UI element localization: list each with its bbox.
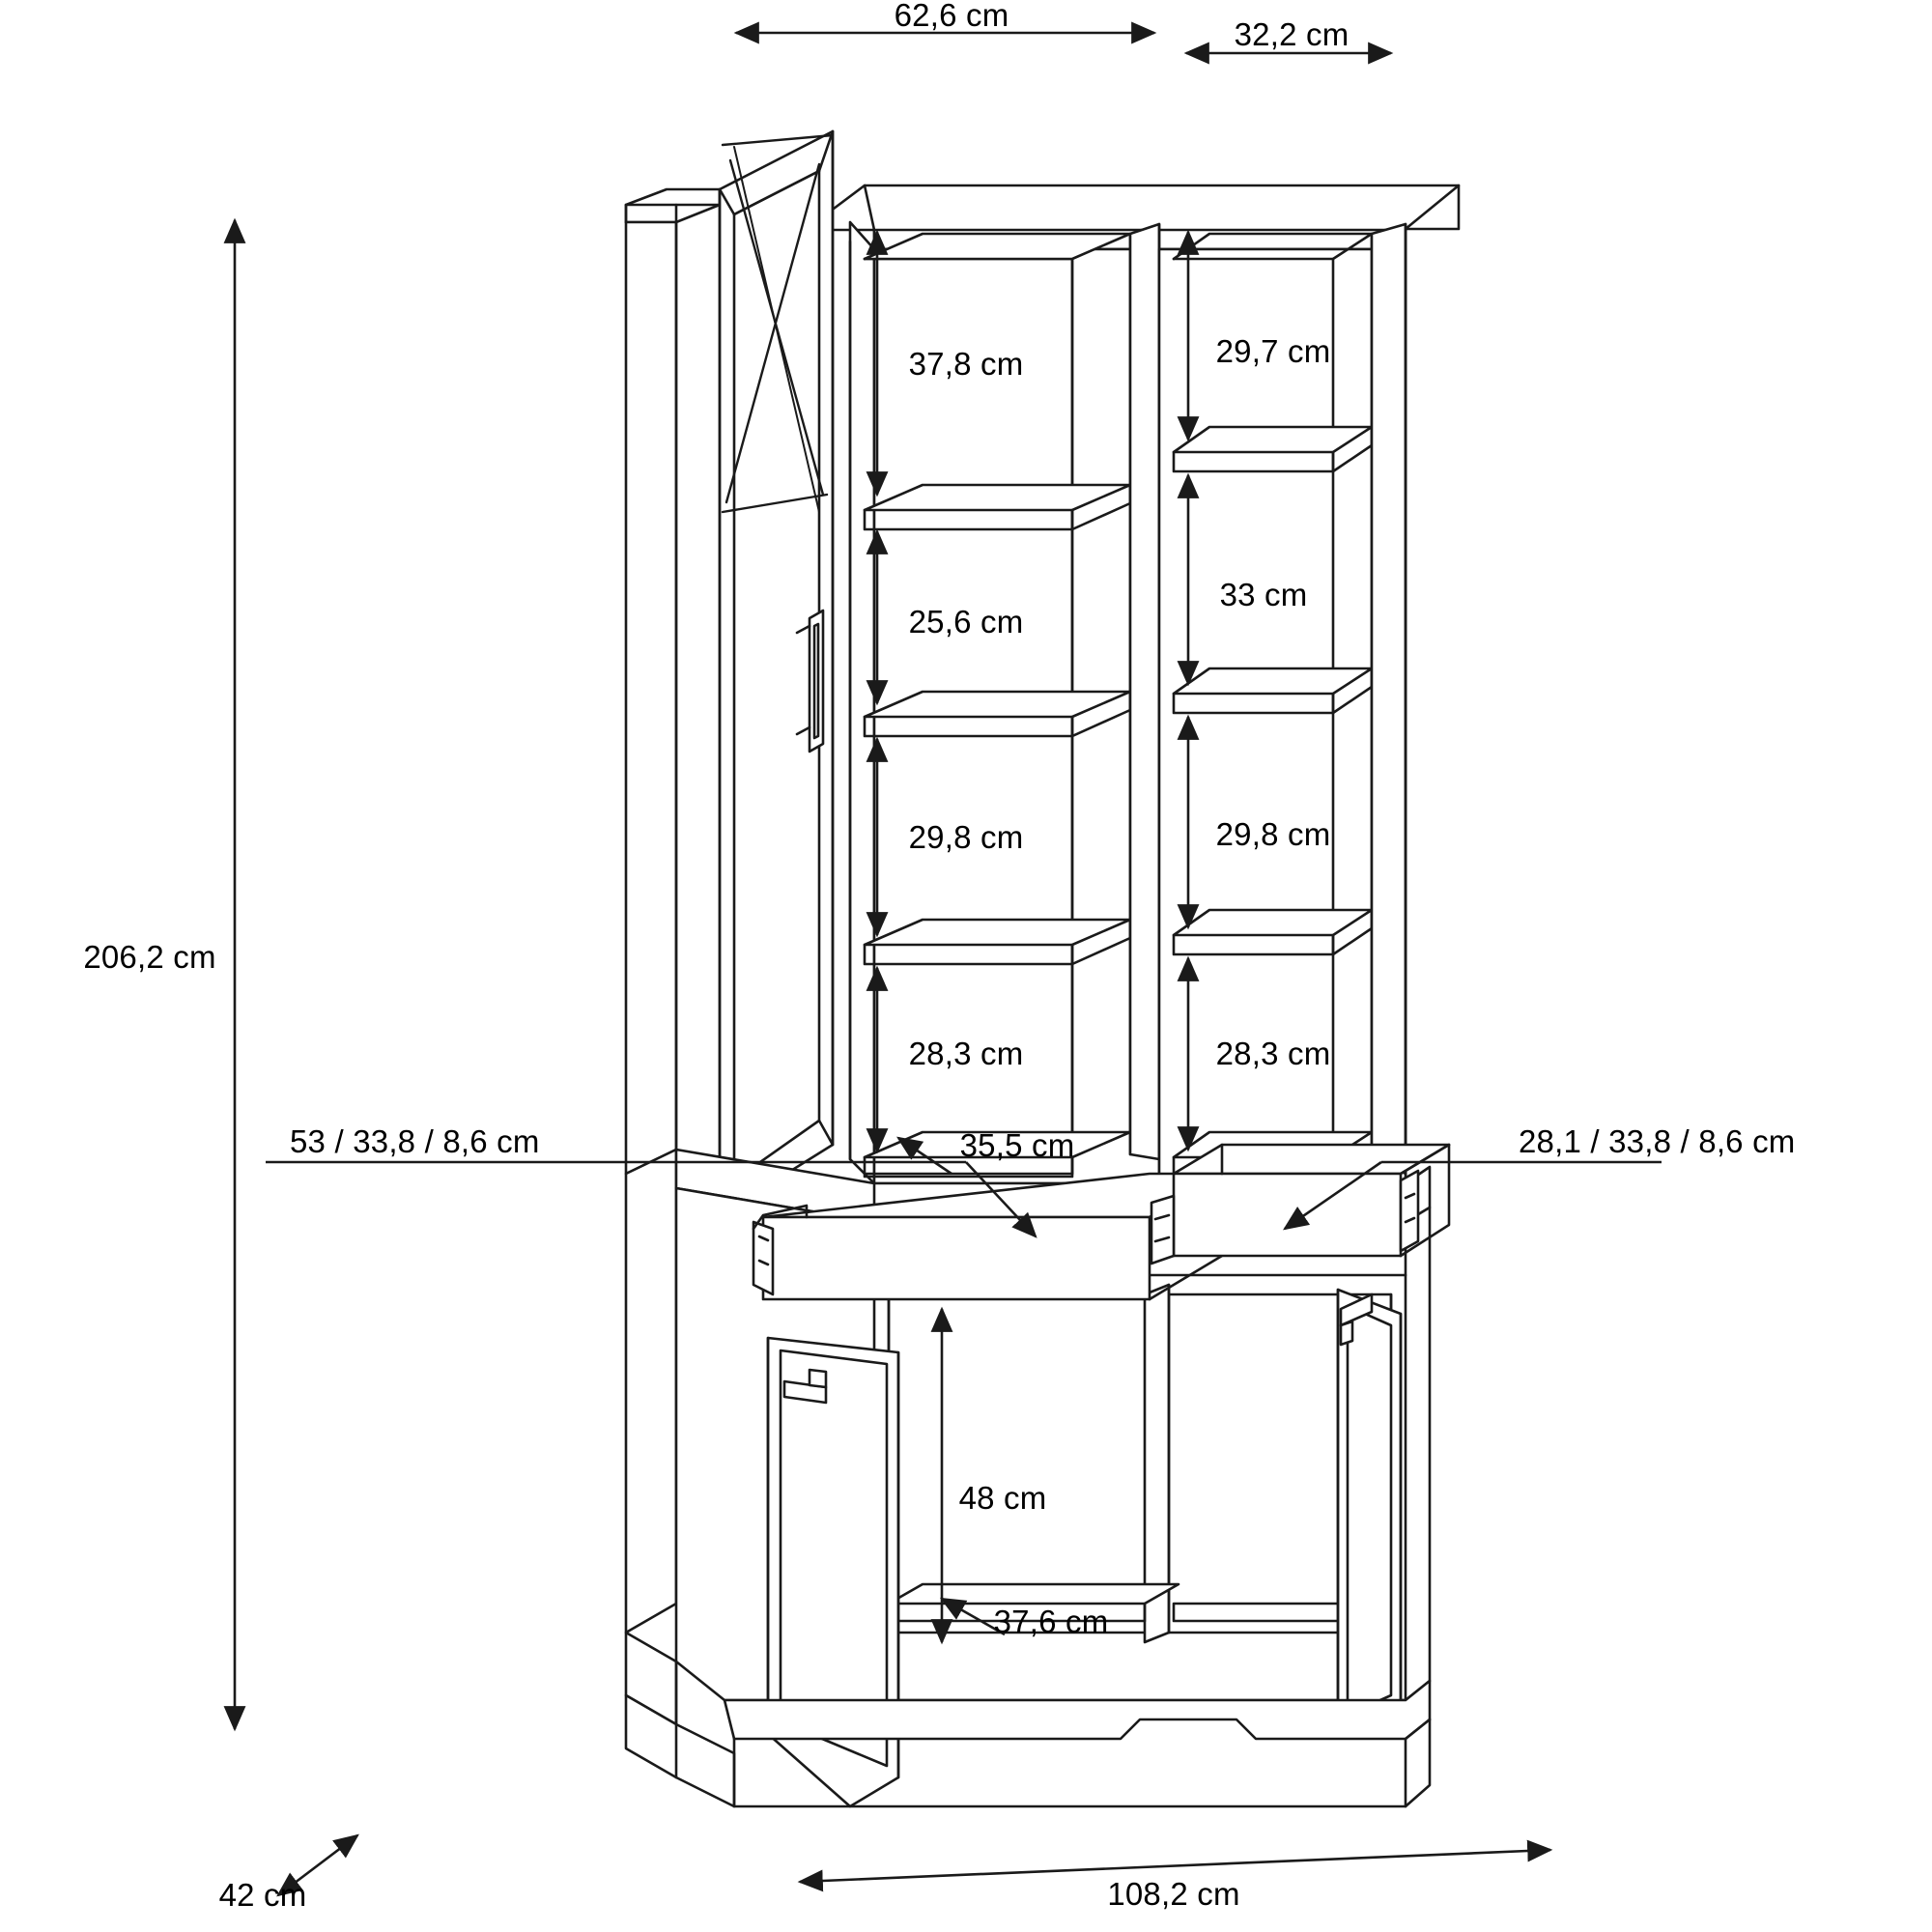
dim-overall-height: 206,2 cm xyxy=(83,939,216,975)
dim-drawer-right: 28,1 / 33,8 / 8,6 cm xyxy=(1519,1123,1796,1159)
dim-right-compartment-2: 33 cm xyxy=(1219,577,1308,612)
dim-left-compartment-2: 25,6 cm xyxy=(908,604,1024,639)
dim-right-compartment-3: 29,8 cm xyxy=(1215,816,1331,852)
cabinet-body xyxy=(626,131,1459,1806)
dim-left-compartment-1: 37,8 cm xyxy=(908,346,1024,382)
dim-left-compartment-4: 28,3 cm xyxy=(908,1036,1024,1071)
dim-lower-compartment-height: 48 cm xyxy=(958,1480,1047,1516)
dim-lower-compartment-depth: 37,6 cm xyxy=(993,1604,1109,1639)
dim-left-compartment-3: 29,8 cm xyxy=(908,819,1024,855)
dim-overall-width: 108,2 cm xyxy=(1107,1876,1240,1912)
dim-shelf-depth-upper: 35,5 cm xyxy=(959,1127,1075,1163)
dim-top-right-width: 32,2 cm xyxy=(1234,16,1350,52)
dim-right-compartment-4: 28,3 cm xyxy=(1215,1036,1331,1071)
dim-overall-depth: 42 cm xyxy=(218,1877,307,1913)
dim-right-compartment-1: 29,7 cm xyxy=(1215,333,1331,369)
dim-top-left-width: 62,6 cm xyxy=(894,0,1009,33)
dim-drawer-left: 53 / 33,8 / 8,6 cm xyxy=(290,1123,540,1159)
